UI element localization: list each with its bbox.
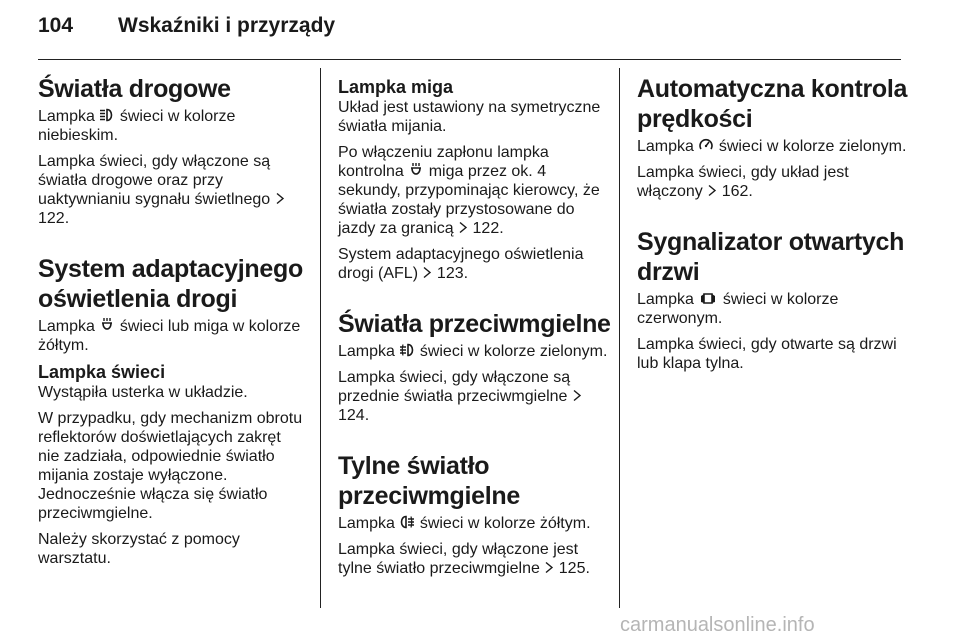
section-heading: Automatyczna kontrola prędkości [637,75,908,133]
paragraph: Lampka świeci w kolorze zielonym. [637,138,907,155]
section-heading: Tylne światło przeciwmgielne [338,452,520,510]
adaptive-headlight-icon [99,317,115,333]
rear-fog-light-icon [399,514,415,530]
page-reference-arrow-icon [275,192,285,205]
section-heading: Światła przeciwmgielne [338,310,611,338]
high-beam-icon [99,107,115,123]
column-1 [38,68,306,575]
page-reference: 162. [721,183,753,200]
subsection-heading: Lampka świeci [38,362,166,382]
page-reference: 122. [38,210,70,227]
page-reference: 125. [558,560,590,577]
page-reference-arrow-icon [544,561,554,574]
page-reference-arrow-icon [572,389,582,402]
page-reference: 123. [436,265,469,282]
section-heading: Sygnalizator otwartych drzwi [637,228,905,286]
paragraph: Lampka świeci w kolorze niebieskim. [38,108,236,144]
section-heading: System adaptacyjnego oświetlenia drogi [38,255,303,313]
chapter-title: Wskaźniki i przyrządy [118,14,336,37]
column-2 [338,68,613,585]
paragraph: Lampka świeci, gdy włączone jest tylne światło przeciwmgielne 125. [338,541,590,577]
paragraph: System adaptacyjnego oświetlenia drogi (AFL) 123. [338,246,584,282]
watermark: carmanualsonline.info [620,614,815,636]
paragraph: Lampka świeci w kolorze żółtym. [338,515,591,532]
adaptive-headlight-icon [408,162,424,178]
page-number: 104 [38,14,74,37]
paragraph: Lampka świeci w kolorze czerwonym. [637,291,839,327]
page-reference: 122. [472,220,504,237]
page-reference-arrow-icon [422,266,432,279]
paragraph: Wystąpiła usterka w układzie. [38,384,248,401]
paragraph: W przypadku, gdy mechanizm obrotu reflektorów doświetlających zakręt nie zadziała, odpowiednie światło mijania zostaje wyłączone. Jednocześnie włącza się światło przeciwmgielne. [38,410,303,522]
paragraph: Lampka świeci, gdy włączone są przednie światła przeciwmgielne 124. [338,368,613,425]
paragraph: Lampka świeci lub miga w kolorze żółtym. [38,318,301,354]
paragraph: Po włączeniu zapłonu lampka kontrolna miga przez ok. 4 sekundy, przypominając kierowcy, że światła zostały przystosowane do jazdy za granicą 122. [338,144,600,237]
subsection-heading: Lampka miga [338,77,454,97]
front-fog-light-icon [399,342,415,358]
door-open-icon [698,290,718,306]
paragraph: Lampka świeci w kolorze zielonym. [338,343,608,360]
header-divider [38,59,901,60]
page-reference-arrow-icon [707,184,717,197]
page-reference: 124. [338,407,370,424]
section-heading: Światła drogowe [38,75,231,103]
column-divider [320,68,321,608]
paragraph: Układ jest ustawiony na symetryczne światła mijania. [338,99,601,135]
column-divider [619,68,620,608]
page-reference-arrow-icon [458,221,468,234]
paragraph: Należy skorzystać z pomocy warsztatu. [38,531,240,567]
paragraph: Lampka świeci, gdy otwarte są drzwi lub klapa tylna. [637,336,897,372]
paragraph: Lampka świeci, gdy układ jest włączony 162. [637,164,849,200]
page-header [38,14,335,38]
cruise-control-icon [698,137,714,153]
column-3 [637,68,912,380]
paragraph: Lampka świeci, gdy włączone są światła drogowe oraz przy uaktywnianiu sygnału świetlnego 122. [38,152,306,228]
